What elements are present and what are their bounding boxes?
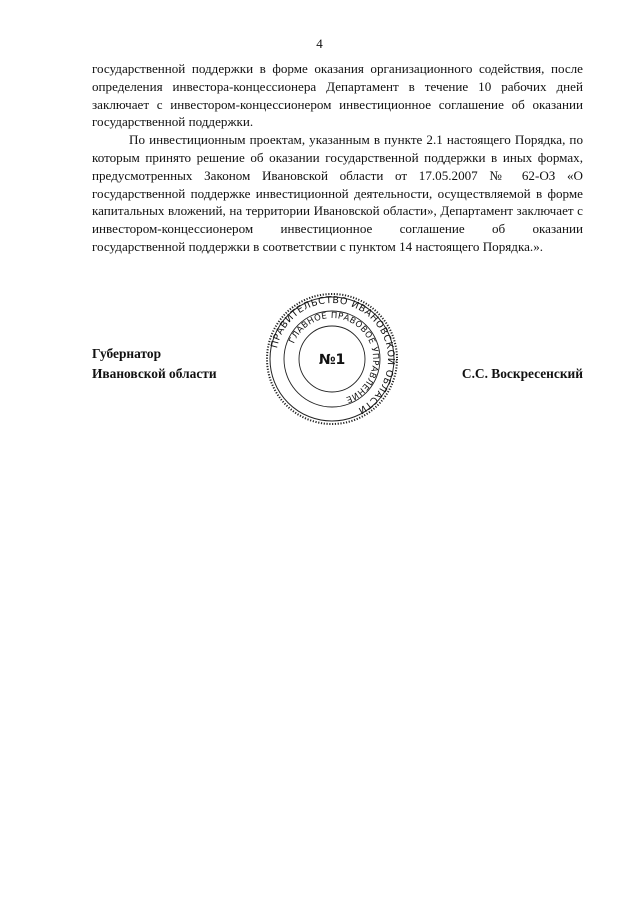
signatory-name: С.С. Воскресенский: [461, 366, 583, 381]
paragraph-continuation: государственной поддержки в форме оказания организационного содействия, после определения инвестора-концессионера Департамент в течение 10 рабочих дней заключает с инвестором-концессионером инвестиционное соглашение об оказании государственной поддержки.: [92, 61, 583, 130]
paragraph-investment-projects: По инвестиционным проектам, указанным в пункте 2.1 настоящего Порядка, по которым принято решение об оказании государственной поддержки в иных формах, предусмотренных Законом Ивановской области от 17.05.2007 № 62-ОЗ «О государственной поддержке инвестиционной деятельности, осуществляемой в форме капитальных вложений, на территории Ивановской области», Департамент заключает с инвестором-концессионером инвестиционное соглашение об оказании государственной поддержки в соответствии с пунктом 14 настоящего Порядка.».: [92, 132, 583, 254]
seal-center-number: №1: [318, 352, 346, 368]
signatory-title-line1: Губернатор: [92, 346, 162, 361]
page-number: 4: [316, 36, 323, 51]
seal-outer-text: ПРАВИТЕЛЬСТВО ИВАНОВСКОЙ ОБЛАСТИ: [269, 294, 397, 416]
seal-inner-text: ГЛАВНОЕ ПРАВОВОЕ УПРАВЛЕНИЕ: [287, 310, 381, 405]
document-body: [92, 60, 583, 256]
seal-graphic: [265, 292, 399, 426]
signatory-position: [92, 344, 217, 384]
signatory-title-line2: Ивановской области: [92, 366, 217, 381]
official-seal: [265, 292, 399, 426]
